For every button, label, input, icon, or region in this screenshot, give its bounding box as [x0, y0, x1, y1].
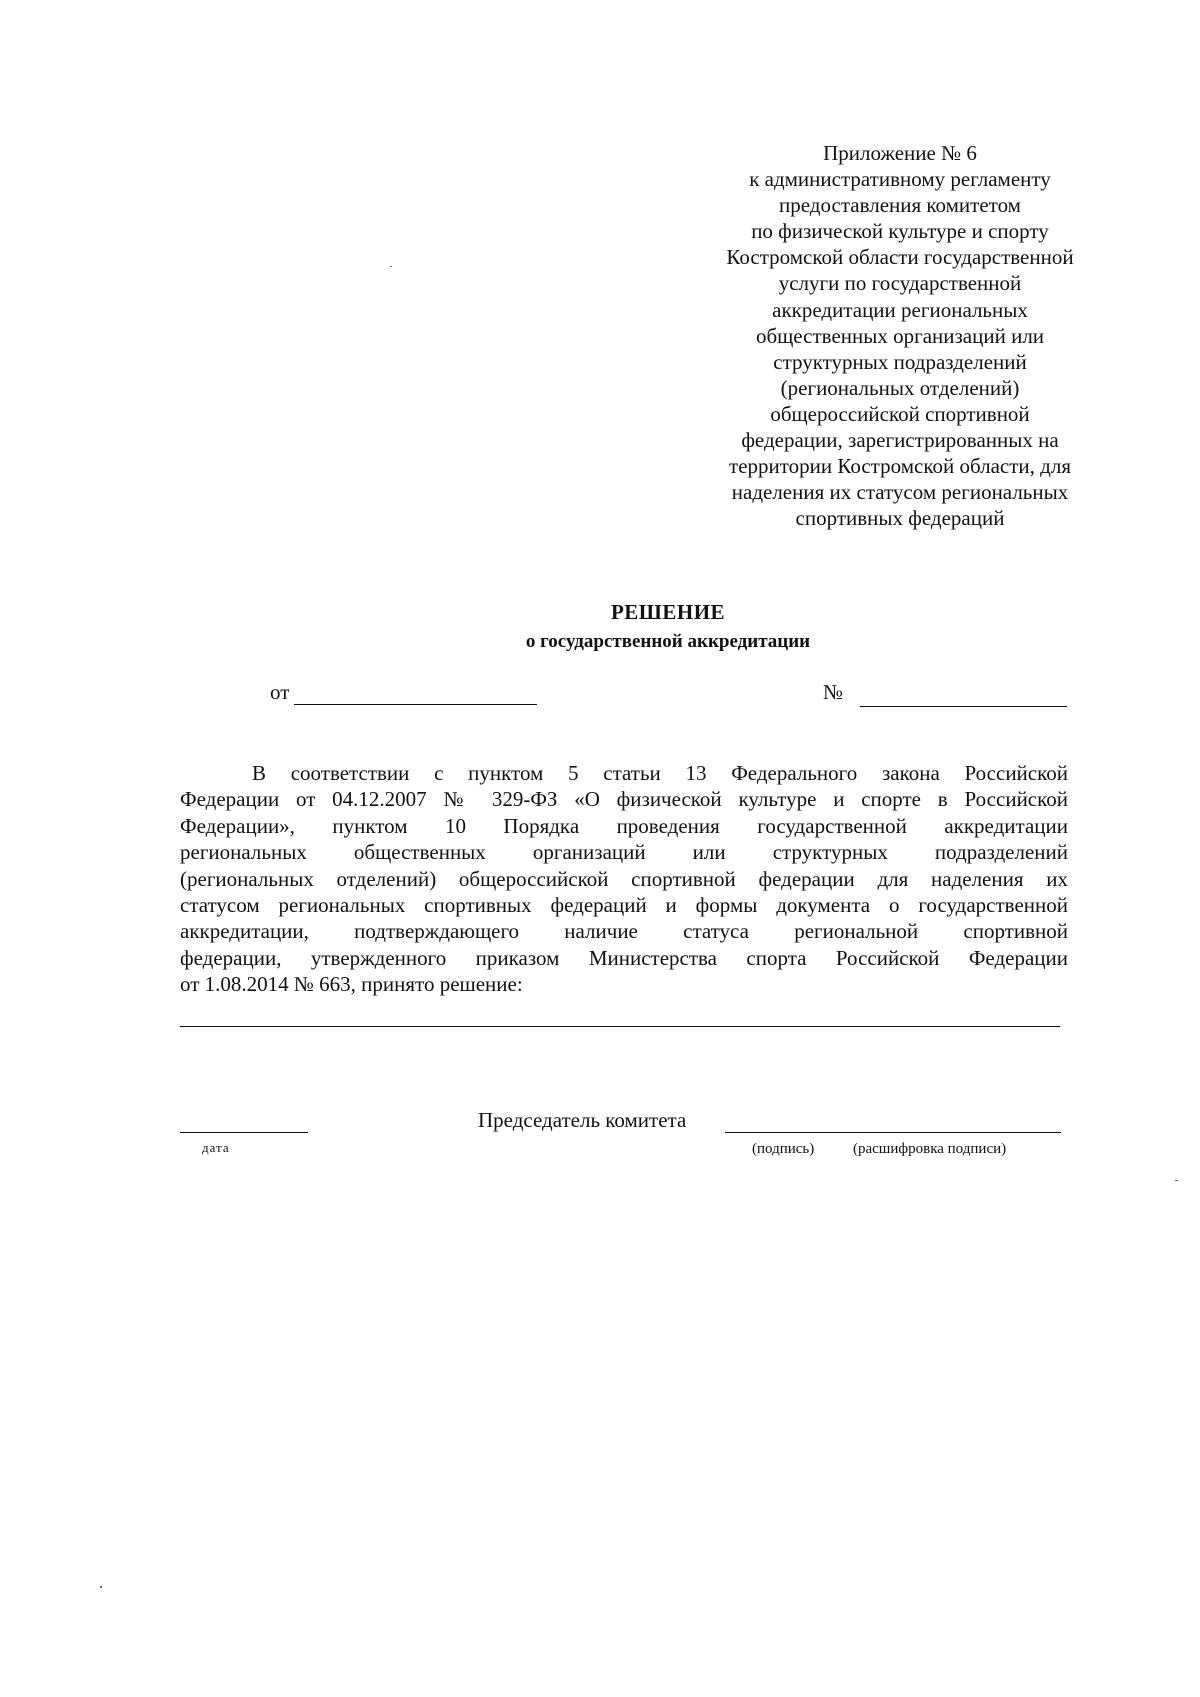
annex-line: общественных организаций или: [755, 323, 1045, 348]
annex-line: структурных подразделений: [773, 349, 1027, 374]
decision-number-label: №: [823, 680, 844, 704]
body-line: аккредитации, подтверждающего наличие статуса региональной спортивной: [180, 919, 1068, 944]
decision-number-field[interactable]: [860, 706, 1067, 707]
body-line: Федерации», пунктом 10 Порядка проведения государственной аккредитации: [180, 813, 1068, 838]
annex-line: спортивных федераций: [795, 506, 1005, 531]
decision-text-field[interactable]: [180, 1026, 1060, 1027]
date-caption: дата: [202, 1140, 230, 1155]
annex-line: аккредитации региональных: [772, 297, 1028, 322]
annex-line: по физической культуре и спорту: [751, 219, 1049, 244]
annex-line: территории Костромской области, для: [729, 454, 1071, 479]
annex-header: [690, 140, 1110, 531]
signature-decode-caption: (расшифровка подписи): [853, 1141, 1007, 1157]
signature-caption: (подпись): [752, 1141, 815, 1157]
scan-speck: [1175, 1180, 1178, 1181]
from-date-field[interactable]: [294, 704, 537, 705]
annex-line: услуги по государственной: [778, 271, 1022, 296]
annex-line: Приложение № 6: [823, 141, 977, 165]
chairman-signature-field[interactable]: [725, 1132, 1061, 1133]
annex-line: наделения их статусом региональных: [731, 480, 1069, 505]
body-line: Федерации от 04.12.2007 № 329-ФЗ «О физической культуре и спорте в Российской: [180, 787, 1068, 812]
signature-date-field[interactable]: [180, 1132, 308, 1133]
body-line: от 1.08.2014 № 663, принято решение:: [180, 972, 523, 997]
annex-line: Костромской области государственной: [726, 245, 1074, 270]
annex-line: к административному регламенту: [749, 167, 1051, 192]
annex-line: общероссийской спортивной: [770, 401, 1030, 426]
scan-speck: [100, 1586, 102, 1588]
annex-line: предоставления комитетом: [779, 193, 1021, 218]
from-date-label: от: [270, 680, 290, 704]
body-line: региональных общественных организаций или структурных подразделений: [180, 840, 1068, 865]
document-title: РЕШЕНИЕ: [610, 600, 726, 624]
scan-speck: [390, 266, 392, 267]
annex-line: федерации, зарегистрированных на: [741, 428, 1059, 453]
body-line: (региональных отделений) общероссийской спортивной федерации для наделения их: [180, 866, 1068, 891]
chairman-label: Председатель комитета: [478, 1108, 687, 1132]
body-line: федерации, утвержденного приказом Министерства спорта Российской Федерации: [180, 945, 1068, 970]
body-paragraph: [180, 760, 1068, 998]
body-line: В соответствии с пунктом 5 статьи 13 Федерального закона Российской: [252, 761, 1068, 785]
annex-line: (региональных отделений): [780, 375, 1020, 400]
document-subtitle: о государственной аккредитации: [525, 631, 811, 652]
body-line: статусом региональных спортивных федераций и формы документа о государственной: [180, 893, 1068, 918]
